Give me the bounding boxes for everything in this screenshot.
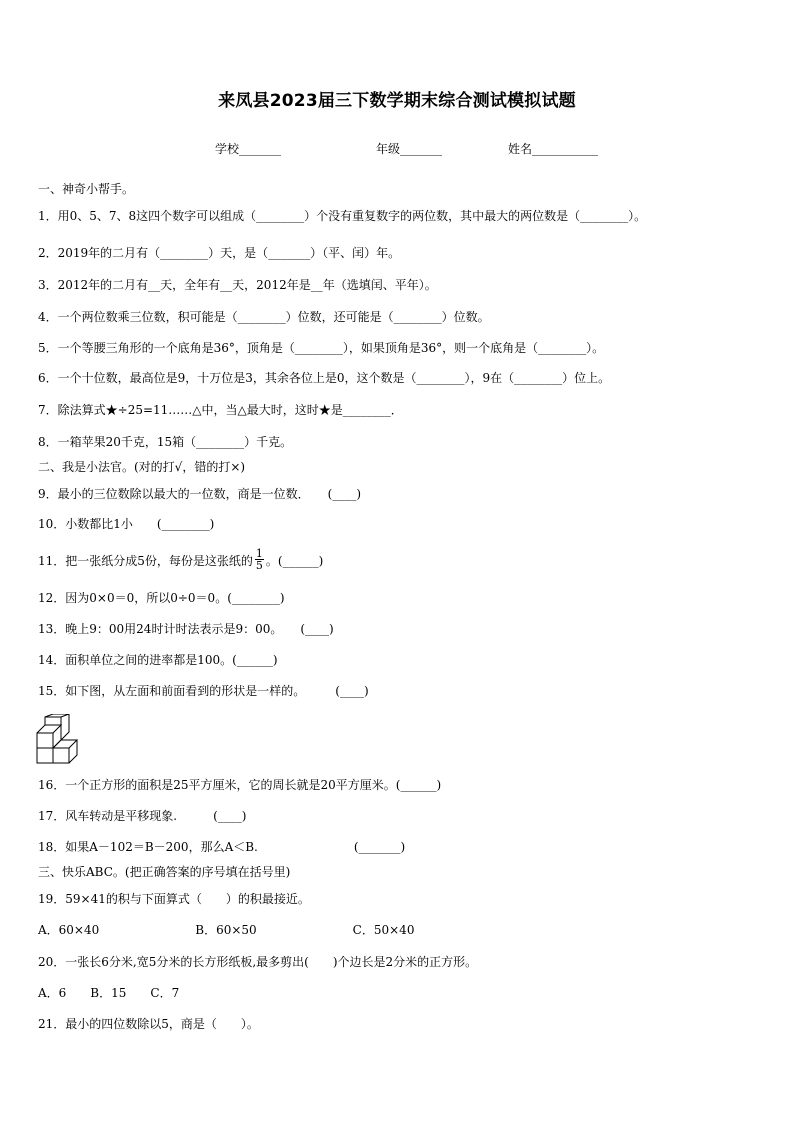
fraction: [255, 548, 264, 571]
question-6: 6．一个十位数，最高位是9，十万位是3，其余各位上是0，这个数是（________），9在（________）位上。: [38, 371, 611, 385]
question-7: 7．除法算式★÷25=11……△中，当△最大时，这时★是________．: [38, 403, 403, 417]
section-heading-2: 二、我是小法官。(对的打√，错的打×): [38, 460, 246, 474]
section-heading-3: 三、快乐ABC。(把正确答案的序号填在括号里): [38, 865, 291, 879]
question-17: 17．风车转动是平移现象. (____): [38, 809, 247, 823]
name-field: 姓名___________: [508, 142, 599, 156]
question-11-text: 11．把一张纸分成5份，每份是这张纸的: [38, 554, 253, 568]
grade-field: 年级_______: [376, 142, 443, 156]
question-11-answer: 。(______): [265, 554, 324, 568]
question-10: 10．小数都比1小 (________): [38, 517, 215, 531]
question-5: 5．一个等腰三角形的一个底角是36°，顶角是（________），如果顶角是36°，则一个底角是（________）。: [38, 341, 605, 355]
question-14: 14．面积单位之间的进率都是100。(______): [38, 653, 278, 667]
question-19: 19．59×41的积与下面算式（ ）的积最接近。: [38, 892, 310, 906]
question-18: 18．如果A－102＝B－200，那么A＜B. (_______): [38, 840, 406, 854]
school-field: 学校_______: [215, 142, 282, 156]
question-9: 9．最小的三位数除以最大的一位数，商是一位数． (____): [38, 487, 362, 501]
question-11: [38, 547, 324, 573]
question-21: 21．最小的四位数除以5，商是（ ）。: [38, 1017, 259, 1031]
question-16: 16．一个正方形的面积是25平方厘米，它的周长就是20平方厘米。(______): [38, 778, 442, 792]
fraction-denominator: 5: [255, 559, 263, 572]
question-2: 2．2019年的二月有（________）天，是（_______）（平、闰）年。: [38, 246, 401, 260]
question-3: 3．2012年的二月有__天，全年有__天，2012年是__年（选填闰、平年）。: [38, 278, 437, 292]
section-heading-1: 一、神奇小帮手。: [38, 182, 135, 196]
question-13: 13．晚上9：00用24时计时法表示是9：00。 (____): [38, 622, 334, 636]
question-15: 15．如下图，从左面和前面看到的形状是一样的。 (____): [38, 684, 369, 698]
fraction-numerator: 1: [255, 547, 263, 560]
question-20: 20．一张长6分米,宽5分米的长方形纸板,最多剪出( )个边长是2分米的正方形。: [38, 955, 478, 969]
question-1: 1．用0、5、7、8这四个数字可以组成（________）个没有重复数字的两位数，其中最大的两位数是（________）。: [38, 209, 647, 223]
question-20-options: A．6 B．15 C．7: [38, 986, 180, 1000]
cube-stack-figure: [36, 714, 88, 764]
question-4: 4．一个两位数乘三位数，积可能是（________）位数，还可能是（________）位数。: [38, 310, 490, 324]
question-8: 8．一箱苹果20千克，15箱（________）千克。: [38, 435, 293, 449]
question-19-options: A．60×40 B．60×50 C．50×40: [38, 923, 415, 937]
question-12: 12．因为0×0＝0，所以0÷0＝0。(________): [38, 591, 285, 605]
exam-title: 来凤县2023届三下数学期末综合测试模拟试题: [218, 91, 576, 111]
